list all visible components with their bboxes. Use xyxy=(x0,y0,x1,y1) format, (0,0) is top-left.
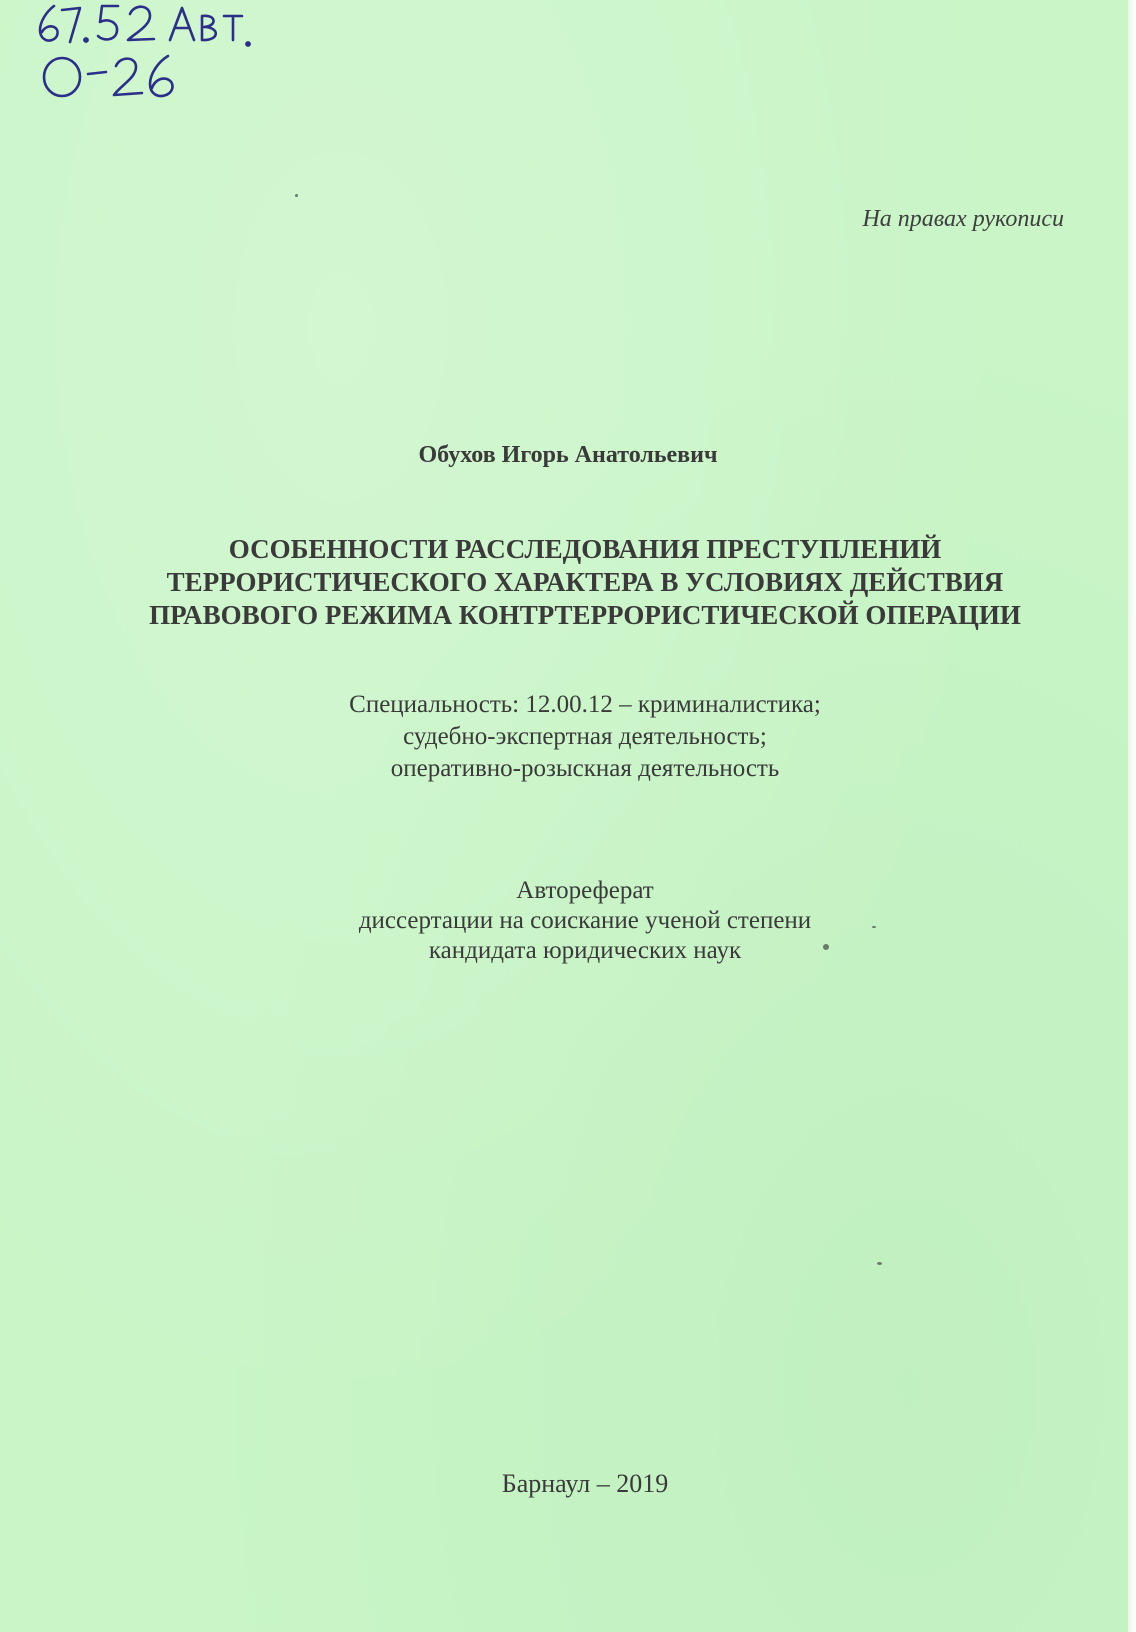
page-edge xyxy=(1128,0,1136,1632)
paper-speck xyxy=(877,1262,882,1265)
title-line: ПРАВОВОГО РЕЖИМА КОНТРТЕРРОРИСТИЧЕСКОЙ ОПЕРАЦИИ xyxy=(149,600,1021,630)
handwritten-ink-mark xyxy=(18,0,318,110)
abstract-line: Автореферат xyxy=(516,877,654,904)
dissertation-title xyxy=(60,533,1110,632)
specialty-line: оперативно-розыскная деятельность xyxy=(390,755,780,782)
author-name: Обухов Игорь Анатольевич xyxy=(418,442,718,468)
manuscript-note: На правах рукописи xyxy=(862,206,1064,232)
paper-speck xyxy=(872,926,876,928)
paper-speck xyxy=(823,944,829,950)
abstract-line: кандидата юридических наук xyxy=(428,937,742,964)
city-year: Барнаул – 2019 xyxy=(501,1469,669,1498)
abstract-line: диссертации на соискание ученой степени xyxy=(358,907,812,934)
paper-speck xyxy=(295,194,298,197)
specialty-line: Специальность: 12.00.12 – криминалистика; xyxy=(349,691,821,718)
title-line: ОСОБЕННОСТИ РАССЛЕДОВАНИЯ ПРЕСТУПЛЕНИЙ xyxy=(228,534,942,564)
title-line: ТЕРРОРИСТИЧЕСКОГО ХАРАКТЕРА В УСЛОВИЯХ ДЕЙСТВИЯ xyxy=(166,567,1004,597)
specialty-block xyxy=(60,689,1110,785)
handwritten-library-code xyxy=(18,0,318,110)
abstract-block xyxy=(60,876,1110,966)
specialty-line: судебно-экспертная деятельность; xyxy=(403,723,767,750)
